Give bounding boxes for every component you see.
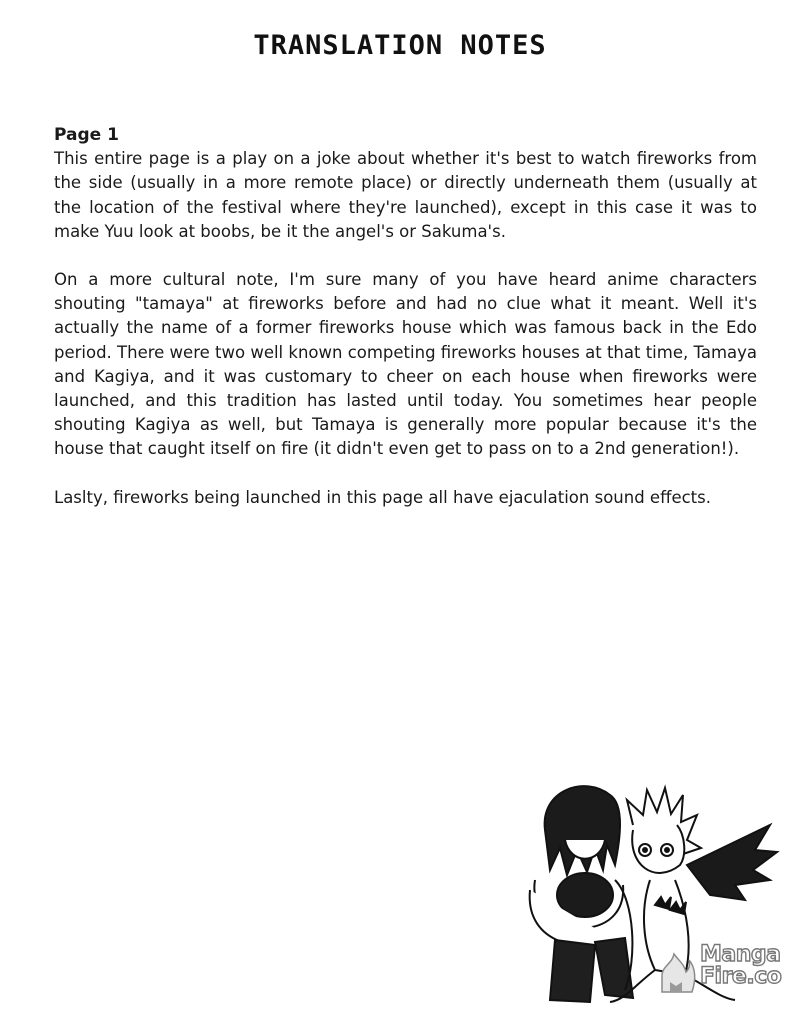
flame-logo-icon	[656, 948, 698, 996]
site-watermark	[650, 940, 780, 1000]
note-paragraph-2: On a more cultural note, I'm sure many of you have heard anime characters shouting "tamaya" at fireworks before and had no clue what it meant. Well it's actually the name of a former fireworks house which was famous back in the Edo period. There were two well known competing fireworks houses at that time, Tamaya and Kagiya, and it was customary to cheer on each house when fireworks were launched, and this tradition has lasted until today. You sometimes hear people shouting Kagiya as well, but Tamaya is generally more popular because it's the house that caught itself on fire (it didn't even get to pass on to a 2nd generation!).	[54, 270, 757, 459]
dark-haired-character	[530, 786, 633, 1002]
section-heading: Page 1	[54, 125, 119, 145]
translation-notes-body	[54, 123, 757, 510]
watermark-line-1: Manga	[700, 942, 781, 967]
watermark-line-2: Fire.co	[700, 964, 782, 989]
note-paragraph-3: Laslty, fireworks being launched in this page all have ejaculation sound effects.	[54, 487, 711, 507]
page-title: TRANSLATION NOTES	[253, 30, 547, 61]
note-paragraph-1: This entire page is a play on a joke about whether it's best to watch fireworks from the side (usually in a more remote place) or directly underneath them (usually at the location of the festival where they're launched), except in this case it was to make Yuu look at boobs, be it the angel's or Sakuma's.	[54, 149, 757, 241]
